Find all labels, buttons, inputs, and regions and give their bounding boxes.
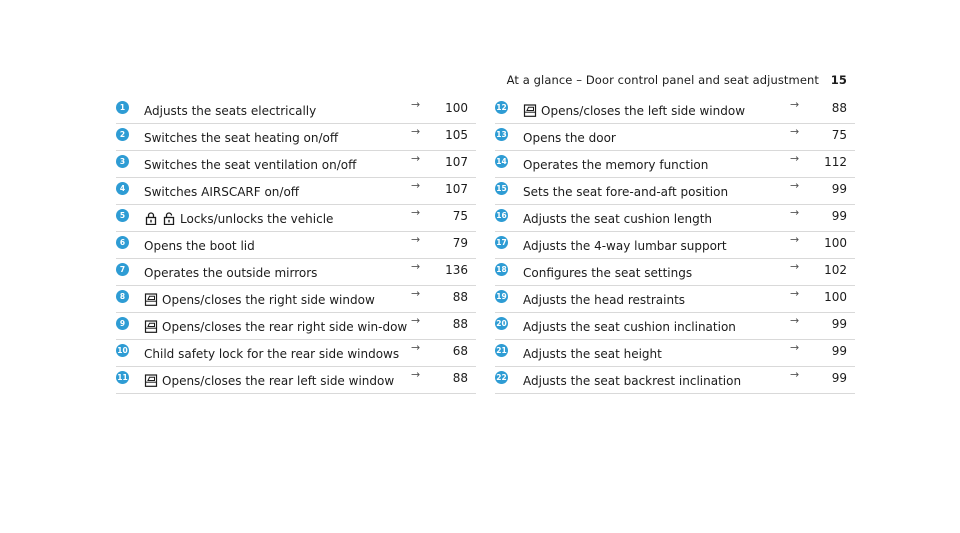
page-reference-arrow: → <box>411 233 421 246</box>
item-description <box>144 320 409 334</box>
list-item <box>116 97 476 124</box>
item-description <box>144 185 409 199</box>
list-item <box>116 205 476 232</box>
item-description <box>523 158 788 172</box>
page-reference-arrow: → <box>790 179 800 192</box>
item-description <box>144 374 409 388</box>
item-label: Operates the outside mirrors <box>144 266 318 280</box>
list-item <box>116 367 476 394</box>
page-reference[interactable]: 112 <box>824 155 847 169</box>
item-number-badge: 10 <box>117 346 128 355</box>
left-column <box>116 97 476 394</box>
item-label: Child safety lock for the rear side windows <box>144 347 400 361</box>
page-reference-arrow: → <box>790 98 800 111</box>
window-icon <box>523 104 537 117</box>
window-icon <box>144 293 158 306</box>
page-reference-arrow: → <box>790 368 800 381</box>
item-number-badge: 16 <box>496 211 507 220</box>
item-description <box>144 104 409 118</box>
lock-icon <box>144 212 158 225</box>
item-label: Opens/closes the rear left side window <box>162 374 395 388</box>
list-item <box>116 313 476 340</box>
item-description <box>144 347 409 361</box>
item-label: Locks/unlocks the vehicle <box>180 212 334 226</box>
item-description <box>523 320 788 334</box>
page-reference-arrow: → <box>411 287 421 300</box>
item-number-badge: 7 <box>116 263 129 276</box>
item-number-badge: 6 <box>116 236 129 249</box>
list-item <box>495 340 855 367</box>
page-reference[interactable]: 88 <box>831 101 847 115</box>
page-reference-arrow: → <box>411 341 421 354</box>
item-description <box>523 185 788 199</box>
item-description <box>144 212 409 226</box>
item-label: Sets the seat fore-and-aft position <box>523 185 729 199</box>
page-header <box>507 73 847 87</box>
page-reference-arrow: → <box>790 341 800 354</box>
window-icon <box>144 374 158 387</box>
item-label: Opens/closes the right side window <box>162 293 375 307</box>
item-number-badge: 8 <box>116 290 129 303</box>
item-number-badge: 18 <box>496 265 507 274</box>
page-reference-arrow: → <box>790 314 800 327</box>
item-description <box>523 266 788 280</box>
item-label: Adjusts the head restraints <box>523 293 686 307</box>
list-item <box>116 286 476 313</box>
page-reference-arrow: → <box>790 233 800 246</box>
item-number-badge: 22 <box>496 373 507 382</box>
item-description <box>523 239 788 253</box>
page-number: 15 <box>830 73 847 87</box>
page-reference[interactable]: 99 <box>831 317 847 331</box>
page-reference[interactable]: 99 <box>831 344 847 358</box>
item-label: Switches the seat heating on/off <box>144 131 339 145</box>
list-item <box>495 151 855 178</box>
item-label: Adjusts the seat cushion inclination <box>523 320 736 334</box>
item-label: Opens the boot lid <box>144 239 255 253</box>
window-icon <box>144 320 158 333</box>
list-item <box>116 232 476 259</box>
item-label: Operates the memory function <box>523 158 709 172</box>
item-number-badge: 9 <box>116 317 129 330</box>
page-reference[interactable]: 107 <box>445 155 468 169</box>
list-item <box>116 124 476 151</box>
item-number-badge: 11 <box>117 373 128 382</box>
item-number-badge: 3 <box>116 155 129 168</box>
page-reference-arrow: → <box>411 206 421 219</box>
item-description <box>144 293 409 307</box>
page-reference[interactable]: 105 <box>445 128 468 142</box>
item-number-badge: 5 <box>116 209 129 222</box>
list-item <box>495 205 855 232</box>
page-reference[interactable]: 75 <box>831 128 847 142</box>
item-label: Opens the door <box>523 131 616 145</box>
item-description <box>523 347 788 361</box>
page-reference-arrow: → <box>411 152 421 165</box>
page-reference[interactable]: 79 <box>452 236 468 250</box>
item-description <box>523 212 788 226</box>
item-label: Switches the seat ventilation on/off <box>144 158 357 172</box>
page-reference[interactable]: 102 <box>824 263 847 277</box>
list-item <box>495 178 855 205</box>
page-reference[interactable]: 107 <box>445 182 468 196</box>
page-reference[interactable]: 75 <box>452 209 468 223</box>
item-label: Adjusts the seat height <box>523 347 662 361</box>
list-item <box>495 232 855 259</box>
item-description <box>144 158 409 172</box>
page-reference-arrow: → <box>790 206 800 219</box>
page-reference-arrow: → <box>411 179 421 192</box>
item-description <box>523 374 788 388</box>
list-item <box>116 340 476 367</box>
page-reference[interactable]: 99 <box>831 182 847 196</box>
list-item <box>116 259 476 286</box>
item-number-badge: 2 <box>116 128 129 141</box>
page-reference[interactable]: 136 <box>445 263 468 277</box>
item-label: Opens/closes the rear right side win-dow <box>162 320 408 334</box>
page-reference[interactable]: 100 <box>824 236 847 250</box>
right-column <box>495 97 855 394</box>
page-reference-arrow: → <box>790 125 800 138</box>
list-item <box>495 97 855 124</box>
item-number-badge: 12 <box>496 103 507 112</box>
page-reference[interactable]: 99 <box>831 209 847 223</box>
page-reference[interactable]: 88 <box>452 290 468 304</box>
item-number-badge: 15 <box>496 184 507 193</box>
item-description <box>523 131 788 145</box>
item-label: Adjusts the seat backrest inclination <box>523 374 742 388</box>
item-description <box>523 104 788 118</box>
item-description <box>144 131 409 145</box>
item-label: Configures the seat settings <box>523 266 693 280</box>
page-reference-arrow: → <box>411 125 421 138</box>
page-reference[interactable]: 68 <box>452 344 468 358</box>
page-reference[interactable]: 88 <box>452 371 468 385</box>
list-item <box>495 124 855 151</box>
page-reference-arrow: → <box>411 98 421 111</box>
page-reference[interactable]: 100 <box>445 101 468 115</box>
page-reference-arrow: → <box>411 260 421 273</box>
page-reference-arrow: → <box>411 368 421 381</box>
header-title: At a glance – Door control panel and seat adjustment <box>506 73 820 87</box>
page-reference[interactable]: 100 <box>824 290 847 304</box>
item-number-badge: 21 <box>496 346 507 355</box>
list-item <box>116 178 476 205</box>
item-label: Opens/closes the left side window <box>541 104 746 118</box>
list-item <box>495 367 855 394</box>
item-description <box>144 266 409 280</box>
item-number-badge: 13 <box>496 130 507 139</box>
page-reference[interactable]: 99 <box>831 371 847 385</box>
item-description <box>144 239 409 253</box>
item-label: Switches AIRSCARF on/off <box>144 185 300 199</box>
item-label: Adjusts the seat cushion length <box>523 212 712 226</box>
item-number-badge: 20 <box>496 319 507 328</box>
item-label: Adjusts the seats electrically <box>144 104 317 118</box>
page-reference-arrow: → <box>790 260 800 273</box>
item-number-badge: 14 <box>496 157 507 166</box>
list-item <box>495 286 855 313</box>
page-reference-arrow: → <box>790 152 800 165</box>
page-reference-arrow: → <box>411 314 421 327</box>
item-label: Adjusts the 4-way lumbar support <box>523 239 727 253</box>
item-number-badge: 19 <box>496 292 507 301</box>
item-number-badge: 4 <box>116 182 129 195</box>
item-number-badge: 17 <box>496 238 507 247</box>
list-item <box>495 259 855 286</box>
item-number-badge: 1 <box>116 101 129 114</box>
page-reference[interactable]: 88 <box>452 317 468 331</box>
page-reference-arrow: → <box>790 287 800 300</box>
unlock-icon <box>162 212 176 225</box>
list-item <box>116 151 476 178</box>
list-item <box>495 313 855 340</box>
item-description <box>523 293 788 307</box>
